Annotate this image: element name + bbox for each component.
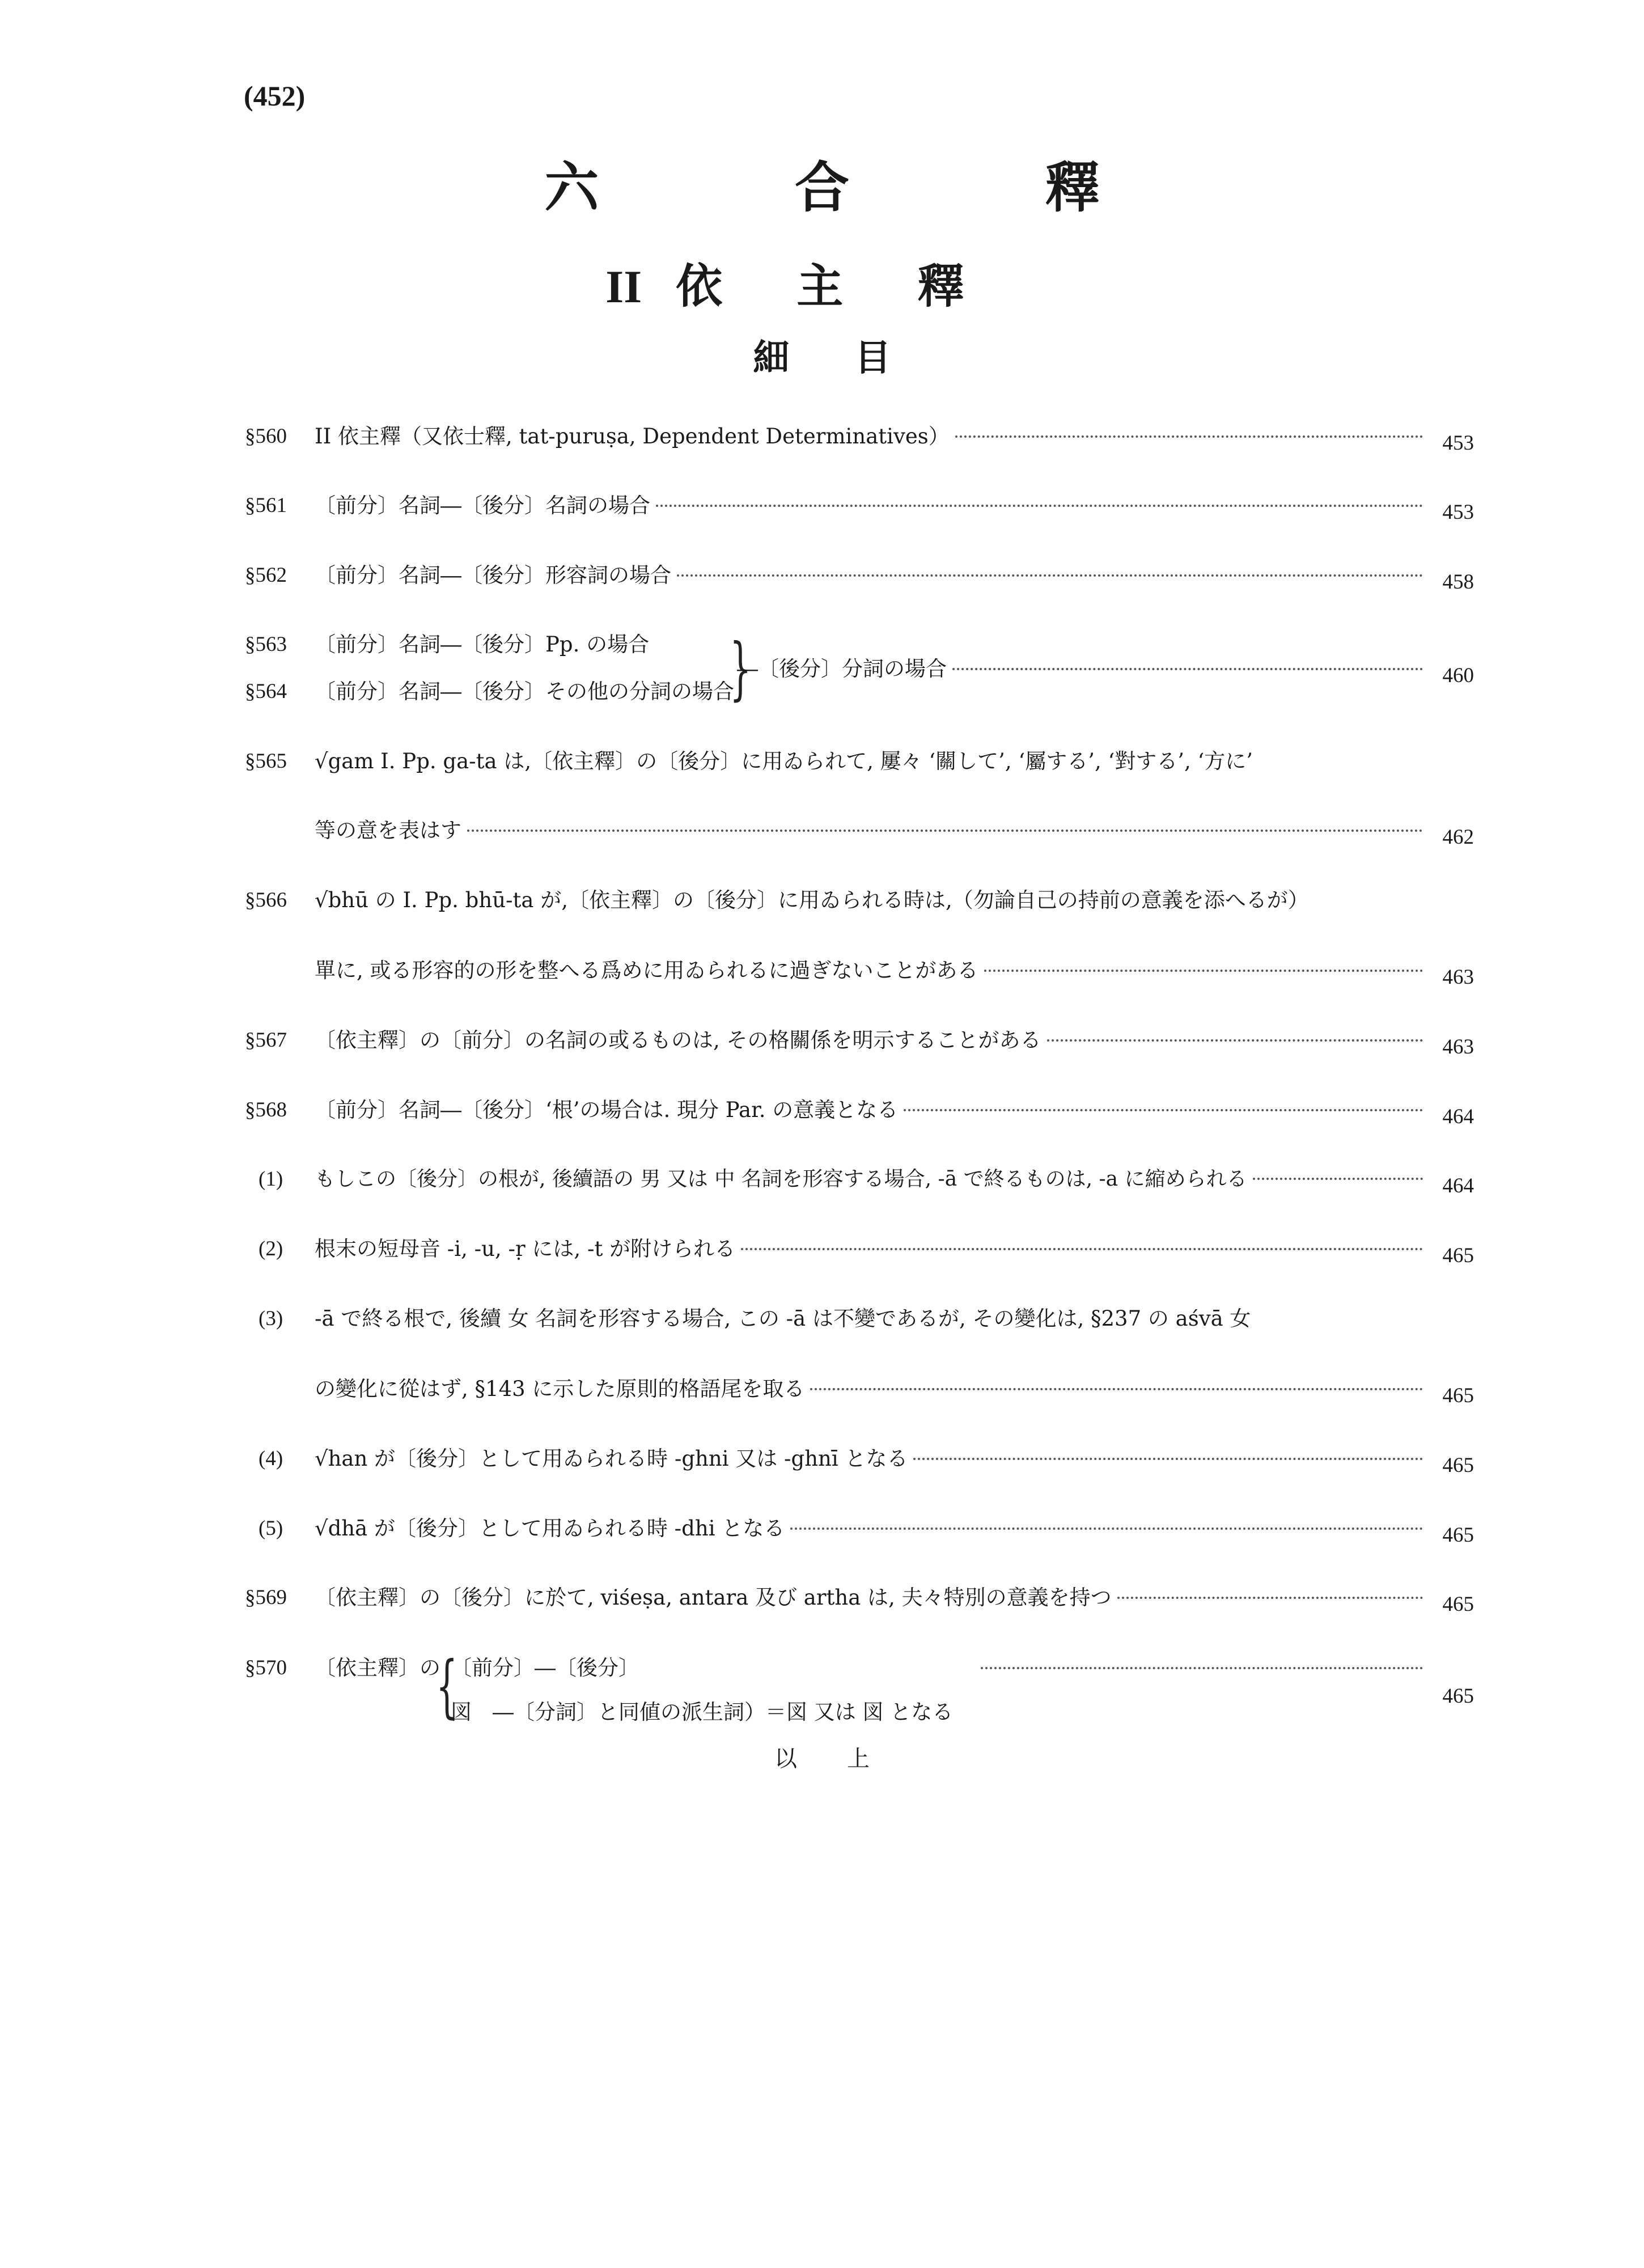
toc-entry-continuation [0, 814, 1644, 848]
leader-dots [981, 1667, 1423, 1669]
leader-dots [741, 1248, 1423, 1250]
page-number: (452) [244, 80, 306, 112]
entry-line [315, 1023, 1429, 1057]
subentry-number: (3) [259, 1307, 283, 1330]
leader-dots [467, 830, 1423, 832]
entry-number: §564 [245, 680, 287, 703]
leader-dots [984, 970, 1423, 972]
entry-text: の變化に從はず, §143 に示した原則的格語尾を取る [315, 1377, 805, 1401]
entry-page: 464 [1442, 1105, 1474, 1128]
leader-dots [1117, 1597, 1423, 1599]
entry-text: 〔前分〕名詞―〔後分〕Pp. の場合 [315, 632, 650, 657]
leader-dots [904, 1109, 1423, 1111]
right-brace-icon: } [730, 629, 752, 708]
subentry-number: (4) [259, 1447, 283, 1470]
entry-text: √gam I. Pp. ga-ta は,〔依主釋〕の〔後分〕に用ゐられて, 屢々 ‘關して’, ‘屬する’, ‘對する’, ‘方に’ [315, 749, 1253, 773]
entry-text: 〔前分〕名詞―〔後分〕‘根’の場合は. 現分 Par. の意義となる [315, 1098, 899, 1122]
entry-text: 單に, 或る形容的の形を整へる爲めに用ゐられるに過ぎないことがある [315, 958, 978, 983]
closing-mark: 以上 [774, 1746, 920, 1772]
entry-line [315, 1093, 1429, 1127]
section-roman-numeral: II [605, 261, 642, 312]
toc-subentry [0, 1162, 1644, 1196]
leader-dots [913, 1458, 1423, 1460]
entry-number: §566 [245, 888, 287, 912]
toc-entry [0, 1023, 1644, 1057]
entry-text: -ā で終る根で, 後續 女 名詞を形容する場合, この -ā は不變であるが, その變化は, §237 の aśvā 女 [315, 1306, 1251, 1331]
entry-text: 〔前分〕名詞―〔後分〕その他の分詞の場合 [315, 679, 734, 704]
entry-text: 〔前分〕―〔後分〕 [451, 1656, 639, 1680]
entry-number: §565 [245, 750, 287, 773]
entry-page: 465 [1442, 1593, 1474, 1616]
toc-subentry-continuation [0, 1372, 1644, 1406]
entry-text: 根末の短母音 -i, -u, -ṛ には, -t が附けられる [315, 1237, 736, 1261]
entry-line [975, 1673, 1429, 1675]
entry-number: §562 [245, 564, 287, 587]
entry-page: 465 [1442, 1524, 1474, 1547]
entry-number: §563 [245, 633, 287, 656]
entry-page: 460 [1442, 664, 1474, 687]
entry-line [315, 1372, 1429, 1406]
left-brace-icon: { [436, 1647, 458, 1726]
entry-text: 〔前分〕名詞―〔後分〕形容詞の場合 [315, 563, 671, 587]
chapter-title: 六 合 釋 [544, 155, 1171, 219]
entry-line [315, 420, 1429, 454]
entry-number: §570 [245, 1656, 287, 1679]
entry-line [315, 489, 1429, 523]
toc-entry [0, 558, 1644, 593]
entry-text: 〔依主釋〕の〔後分〕に於て, viśeṣa, antara 及び artha は, 夫々特別の意義を持つ [315, 1585, 1112, 1610]
entry-number: §567 [245, 1029, 287, 1052]
leader-dots [1253, 1178, 1423, 1180]
section-title [0, 249, 1644, 316]
entry-number: §568 [245, 1098, 287, 1122]
entry-page: 458 [1442, 570, 1474, 594]
toc-entry-continuation [0, 954, 1644, 988]
entry-line [315, 1442, 1429, 1476]
entry-page: 464 [1442, 1174, 1474, 1198]
leader-dots [1047, 1039, 1423, 1042]
subentry-number: (2) [259, 1237, 283, 1260]
toc-subentry [0, 1232, 1644, 1266]
entry-page: 465 [1442, 1454, 1474, 1477]
entry-line [315, 1232, 1429, 1266]
entry-text: 図 ―〔分詞〕と同値の派生詞）＝図 又は 図 となる [451, 1700, 954, 1724]
entry-text: II 依主釋（又依士釋, tat-puruṣa, Dependent Determinatives） [315, 424, 950, 448]
toc-entry [0, 420, 1644, 454]
entry-page: 463 [1442, 1035, 1474, 1059]
leader-dots [656, 505, 1423, 507]
leader-dots [810, 1388, 1423, 1390]
entry-line [315, 558, 1429, 593]
entry-page: 453 [1442, 501, 1474, 524]
leader-dots [952, 668, 1423, 670]
toc-entry [0, 744, 1644, 778]
toc-entry [0, 1093, 1644, 1127]
toc-entry-leader [0, 1673, 1644, 1707]
toc-entry [0, 1581, 1644, 1615]
entry-page: 465 [1442, 1685, 1474, 1708]
toc-subentry [0, 1442, 1644, 1476]
entry-page: 453 [1442, 431, 1474, 455]
contents-heading: 細目 [753, 337, 956, 379]
entry-number: §569 [245, 1586, 287, 1609]
entry-text: もしこの〔後分〕の根が, 後續語の 男 又は 中 名詞を形容する場合, -ā で終るものは, -a に縮められる [315, 1167, 1247, 1191]
entry-text: 〔依主釋〕の〔前分〕の名詞の或るものは, その格關係を明示することがある [315, 1028, 1041, 1052]
entry-text: √dhā が〔後分〕として用ゐられる時 -dhi となる [315, 1516, 785, 1541]
toc-entry [0, 489, 1644, 523]
entry-text: 等の意を表はす [315, 818, 461, 843]
entry-text: 〔依主釋〕の [315, 1656, 440, 1680]
entry-line [315, 1162, 1429, 1196]
entry-text: √bhū の I. Pp. bhū-ta が,〔依主釋〕の〔後分〕に用ゐられる時は,（勿論自己の持前の意義を添へるが） [315, 888, 1309, 912]
toc-entry [0, 883, 1644, 917]
entry-text: ―〔後分〕分詞の場合 [737, 657, 947, 681]
entry-line [315, 954, 1429, 988]
entry-page: 465 [1442, 1384, 1474, 1407]
subentry-number: (5) [259, 1517, 283, 1540]
entry-text: 〔前分〕名詞―〔後分〕名詞の場合 [315, 493, 650, 518]
entry-number: §560 [245, 425, 287, 448]
entry-line [737, 652, 1429, 686]
toc-entry-group [0, 652, 1644, 686]
toc-subentry [0, 1512, 1644, 1546]
entry-line [315, 1581, 1429, 1615]
entry-line [315, 814, 1429, 848]
leader-dots [955, 435, 1423, 438]
entry-number: §561 [245, 494, 287, 517]
entry-page: 465 [1442, 1244, 1474, 1267]
entry-page: 463 [1442, 966, 1474, 989]
entry-line [315, 1512, 1429, 1546]
entry-text: √han が〔後分〕として用ゐられる時 -ghni 又は -ghnī となる [315, 1446, 908, 1471]
toc-subentry [0, 1302, 1644, 1336]
leader-dots [677, 574, 1423, 577]
subentry-number: (1) [259, 1167, 283, 1191]
section-kanji: 依主釋 [676, 259, 1039, 314]
entry-page: 462 [1442, 826, 1474, 849]
leader-dots [790, 1527, 1423, 1530]
